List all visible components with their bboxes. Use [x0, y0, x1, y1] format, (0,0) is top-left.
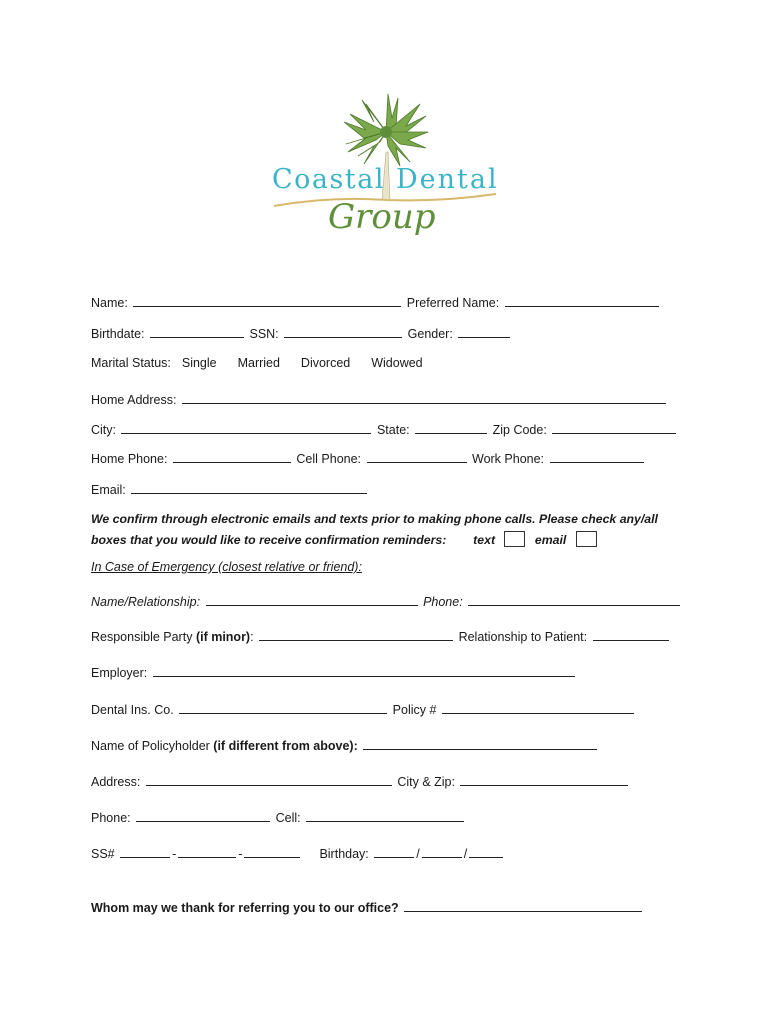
- if-minor-note: (if minor): [195, 630, 251, 644]
- emergency-phone-label: Phone:: [423, 595, 463, 609]
- ss-part1-field[interactable]: [120, 845, 170, 858]
- home-address-row: [91, 391, 668, 408]
- employer-field[interactable]: [153, 664, 575, 677]
- email-label: Email:: [91, 483, 126, 497]
- policyholder-label: Name of Policyholder: [91, 739, 210, 753]
- home-phone-field[interactable]: [173, 450, 291, 463]
- phone-field[interactable]: [136, 809, 270, 822]
- home-phone-label: Home Phone:: [91, 452, 168, 466]
- home-address-field[interactable]: [182, 391, 666, 404]
- emergency-heading: In Case of Emergency (closest relative or friend):: [91, 560, 362, 574]
- zip-label: Zip Code:: [492, 423, 547, 437]
- ssn-label: SSN:: [249, 327, 279, 341]
- brand-coastal: Coastal: [272, 164, 385, 195]
- name-field[interactable]: [133, 294, 401, 307]
- policy-label: Policy #: [392, 703, 437, 717]
- confirm-text-line2: boxes that you would like to receive confirmation reminders:: [91, 533, 447, 547]
- email-field[interactable]: [131, 481, 367, 494]
- name-relationship-field[interactable]: [206, 593, 418, 606]
- city-zip-field[interactable]: [460, 773, 628, 786]
- policyholder-phone-row: [91, 809, 466, 826]
- marital-status-row: [91, 355, 423, 371]
- policy-field[interactable]: [442, 701, 634, 714]
- employer-row: [91, 664, 577, 681]
- referral-row: [91, 899, 644, 916]
- city-zip-label: City & Zip:: [397, 775, 455, 789]
- preferred-name-field[interactable]: [505, 294, 659, 307]
- birthdate-label: Birthdate:: [91, 327, 145, 341]
- cell-phone-label: Cell Phone:: [296, 452, 362, 466]
- responsible-party-field[interactable]: [259, 628, 453, 641]
- city-field[interactable]: [121, 421, 371, 434]
- emergency-phone-field[interactable]: [468, 593, 680, 606]
- work-phone-field[interactable]: [550, 450, 644, 463]
- birthday-day-field[interactable]: [422, 845, 462, 858]
- insurance-row: [91, 701, 636, 718]
- zip-field[interactable]: [552, 421, 676, 434]
- dental-ins-field[interactable]: [179, 701, 387, 714]
- ss-part2-field[interactable]: [178, 845, 236, 858]
- email-option-label: email: [534, 533, 567, 547]
- confirm-row: [91, 531, 603, 548]
- if-different-note: (if different from above):: [213, 739, 358, 753]
- relationship-to-patient-field[interactable]: [593, 628, 669, 641]
- cell-field[interactable]: [306, 809, 464, 822]
- birthday-month-field[interactable]: [374, 845, 414, 858]
- state-field[interactable]: [415, 421, 487, 434]
- phone-label: Phone:: [91, 811, 131, 825]
- policyholder-field[interactable]: [363, 737, 597, 750]
- cell-phone-field[interactable]: [367, 450, 467, 463]
- policyholder-row: [91, 737, 599, 754]
- text-checkbox[interactable]: [504, 531, 525, 547]
- ssn-field[interactable]: [284, 325, 402, 338]
- gender-label: Gender:: [407, 327, 453, 341]
- confirm-text-line1: We confirm through electronic emails and texts prior to making phone calls. Please check any/all: [91, 512, 658, 526]
- marital-option-divorced[interactable]: Divorced: [300, 356, 351, 370]
- cell-label: Cell:: [275, 811, 301, 825]
- birthdate-field[interactable]: [150, 325, 244, 338]
- city-label: City:: [91, 423, 116, 437]
- address-label: Address:: [91, 775, 141, 789]
- name-relationship-label: Name/Relationship:: [91, 595, 201, 609]
- responsible-party-label: Responsible Party: [91, 630, 193, 644]
- referral-field[interactable]: [404, 899, 642, 912]
- birthday-year-field[interactable]: [469, 845, 503, 858]
- ss-label: SS#: [91, 847, 115, 861]
- preferred-name-label: Preferred Name:: [406, 296, 500, 310]
- relationship-to-patient-label: Relationship to Patient:: [458, 630, 588, 644]
- marital-option-single[interactable]: Single: [181, 356, 217, 370]
- responsible-party-row: Responsible Party (if minor): Relationship to Patient:: [91, 628, 671, 645]
- marital-option-widowed[interactable]: Widowed: [371, 356, 423, 370]
- marital-option-married[interactable]: Married: [237, 356, 280, 370]
- email-row: [91, 481, 369, 498]
- brand-dental: Dental: [396, 164, 499, 195]
- email-checkbox[interactable]: [576, 531, 597, 547]
- home-address-label: Home Address:: [91, 393, 177, 407]
- name-row: [91, 294, 661, 311]
- city-row: [91, 421, 678, 438]
- address-field[interactable]: [146, 773, 392, 786]
- policyholder-address-row: [91, 773, 630, 790]
- text-option-label: text: [473, 533, 496, 547]
- name-label: Name:: [91, 296, 128, 310]
- work-phone-label: Work Phone:: [472, 452, 545, 466]
- birthday-label: Birthday:: [319, 847, 369, 861]
- gender-field[interactable]: [458, 325, 510, 338]
- ss-birthday-row: SS# - - Birthday: / /: [91, 845, 505, 862]
- birthdate-row: [91, 325, 512, 342]
- coastal-dental-group-logo: [270, 92, 502, 252]
- referral-question: Whom may we thank for referring you to our office?: [91, 901, 399, 915]
- state-label: State:: [376, 423, 410, 437]
- marital-status-label: Marital Status:: [91, 356, 171, 370]
- ss-part3-field[interactable]: [244, 845, 300, 858]
- emergency-contact-row: [91, 593, 682, 610]
- brand-group: Group: [328, 197, 436, 237]
- employer-label: Employer:: [91, 666, 148, 680]
- dental-ins-label: Dental Ins. Co.: [91, 703, 174, 717]
- phones-row: [91, 450, 646, 467]
